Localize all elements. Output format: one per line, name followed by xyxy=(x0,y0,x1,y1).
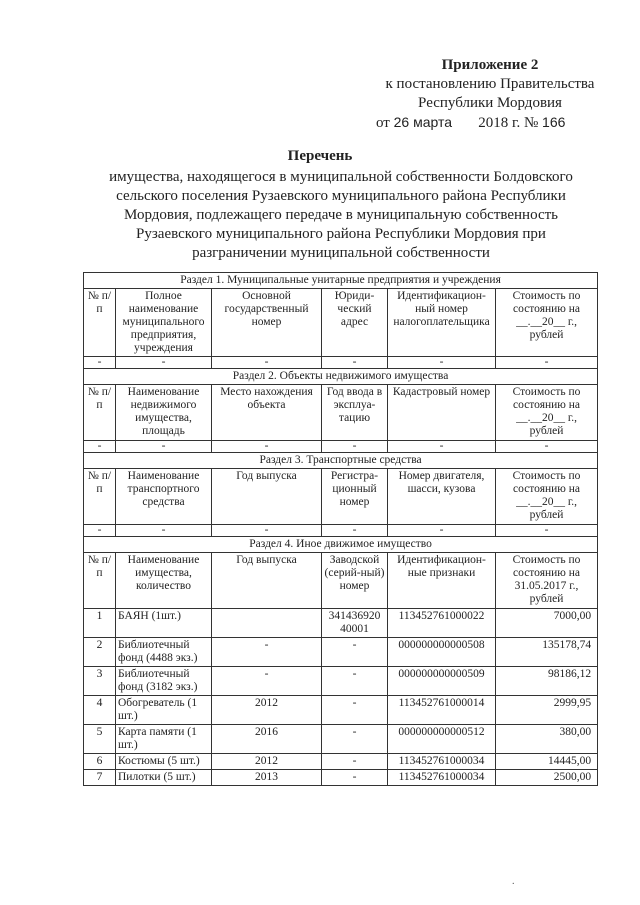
table-cell: 341436920 40001 xyxy=(322,609,388,638)
header-cell: Идентификацион-ный номер налогоплательщика xyxy=(388,289,496,357)
table-cell: 135178,74 xyxy=(496,638,598,667)
table-cell: 000000000000509 xyxy=(388,667,496,696)
date-day-month: 26 марта xyxy=(393,114,453,130)
table-cell: - xyxy=(322,667,388,696)
table-cell: БАЯН (1шт.) xyxy=(116,609,212,638)
table-cell: Библиотечный фонд (4488 экз.) xyxy=(116,638,212,667)
header-cell: Заводской (серий-ный) номер xyxy=(322,553,388,609)
section-2-title: Раздел 2. Объекты недвижимого имущества xyxy=(84,369,598,385)
table-cell: - xyxy=(212,441,322,453)
table-cell: 113452761000014 xyxy=(388,696,496,725)
header-cell: Стоимость по состоянию на 31.05.2017 г., рублей xyxy=(496,553,598,609)
table-cell: - xyxy=(212,667,322,696)
header-cell: № п/п xyxy=(84,385,116,441)
appendix-header xyxy=(360,56,620,133)
header-cell: Стоимость по состоянию на __.__20__ г., рублей xyxy=(496,289,598,357)
table-cell: 2012 xyxy=(212,696,322,725)
table-cell: Обогреватель (1 шт.) xyxy=(116,696,212,725)
resolution-line: к постановлению Правительства xyxy=(385,76,595,92)
header-cell: Год выпуска xyxy=(212,469,322,525)
section-2-header xyxy=(84,385,598,441)
table-cell: - xyxy=(84,525,116,537)
section-2-empty-row xyxy=(84,441,598,453)
table-row xyxy=(84,754,598,770)
table-cell: Карта памяти (1 шт.) xyxy=(116,725,212,754)
table-cell: - xyxy=(496,441,598,453)
table-cell: - xyxy=(322,638,388,667)
table-cell: 113452761000022 xyxy=(388,609,496,638)
header-cell: Год выпуска xyxy=(212,553,322,609)
table-cell: 6 xyxy=(84,754,116,770)
pen-mark: . xyxy=(512,876,515,887)
table-cell: 2999,95 xyxy=(496,696,598,725)
table-cell: 5 xyxy=(84,725,116,754)
header-cell: Юриди-ческий адрес xyxy=(322,289,388,357)
table-cell: - xyxy=(322,525,388,537)
table-cell: - xyxy=(322,725,388,754)
header-cell: Наименование имущества, количество xyxy=(116,553,212,609)
table-cell: 2500,00 xyxy=(496,770,598,786)
table-cell: - xyxy=(212,525,322,537)
date-year: 2018 г. № xyxy=(478,115,539,131)
header-cell: Наименование недвижимого имущества, площадь xyxy=(116,385,212,441)
table-cell: 7 xyxy=(84,770,116,786)
section-3-header xyxy=(84,469,598,525)
header-cell: Стоимость по состоянию на __.__20__ г., рублей xyxy=(496,469,598,525)
table-cell: Пилотки (5 шт.) xyxy=(116,770,212,786)
table-cell: - xyxy=(212,357,322,369)
table-cell: - xyxy=(116,441,212,453)
table-cell: - xyxy=(388,357,496,369)
table-cell: - xyxy=(322,357,388,369)
header-cell: Идентификацион-ные признаки xyxy=(388,553,496,609)
section-3-title: Раздел 3. Транспортные средства xyxy=(84,453,598,469)
table-row xyxy=(84,667,598,696)
table-cell: - xyxy=(496,525,598,537)
table-cell: - xyxy=(84,357,116,369)
list-title: Перечень xyxy=(287,148,353,164)
table-row xyxy=(84,609,598,638)
header-cell: Кадастровый номер xyxy=(388,385,496,441)
header-cell: Год ввода в эксплуа-тацию xyxy=(322,385,388,441)
header-cell: Наименование транспортного средства xyxy=(116,469,212,525)
table-cell: - xyxy=(212,638,322,667)
table-cell: - xyxy=(496,357,598,369)
table-cell: - xyxy=(322,441,388,453)
table-cell: 2 xyxy=(84,638,116,667)
header-cell: № п/п xyxy=(84,289,116,357)
table-cell: 3 xyxy=(84,667,116,696)
table-cell: 380,00 xyxy=(496,725,598,754)
section-1-header xyxy=(84,289,598,357)
table-cell: Костюмы (5 шт.) xyxy=(116,754,212,770)
table-cell: 000000000000508 xyxy=(388,638,496,667)
table-cell: 000000000000512 xyxy=(388,725,496,754)
table-cell: 2016 xyxy=(212,725,322,754)
table-cell: - xyxy=(116,525,212,537)
table-cell: 2012 xyxy=(212,754,322,770)
date-prefix: от xyxy=(376,115,390,131)
table-cell: 7000,00 xyxy=(496,609,598,638)
table-row xyxy=(84,638,598,667)
table-cell: 113452761000034 xyxy=(388,754,496,770)
table-cell: - xyxy=(322,754,388,770)
header-cell: № п/п xyxy=(84,553,116,609)
table-row xyxy=(84,770,598,786)
list-subtitle: имущества, находящегося в муниципальной собственности Болдовского сельского поселения Рузаевского муниципального района Республики Мордовия, подлежащего передаче в муниципальную собственность Рузаевского муниципального района Республики Мордовия при разграничении муниципальной собственности xyxy=(109,169,573,261)
table-cell: 4 xyxy=(84,696,116,725)
header-cell: № п/п xyxy=(84,469,116,525)
republic-line: Республики Мордовия xyxy=(418,95,562,111)
header-cell: Стоимость по состоянию на __.__20__ г., рублей xyxy=(496,385,598,441)
table-row xyxy=(84,725,598,754)
table-cell: 2013 xyxy=(212,770,322,786)
table-cell: 98186,12 xyxy=(496,667,598,696)
section-1-title: Раздел 1. Муниципальные унитарные предприятия и учреждения xyxy=(84,273,598,289)
table-cell: - xyxy=(322,770,388,786)
section-1-empty-row xyxy=(84,357,598,369)
header-cell: Регистра-ционный номер xyxy=(322,469,388,525)
date-line xyxy=(360,113,620,133)
table-cell: - xyxy=(388,441,496,453)
table-cell: 14445,00 xyxy=(496,754,598,770)
header-cell: Место нахождения объекта xyxy=(212,385,322,441)
table-cell: 113452761000034 xyxy=(388,770,496,786)
section-4-title: Раздел 4. Иное движимое имущество xyxy=(84,537,598,553)
property-table xyxy=(83,272,598,786)
table-cell: - xyxy=(322,696,388,725)
table-cell: Библиотечный фонд (3182 экз.) xyxy=(116,667,212,696)
section-4-header xyxy=(84,553,598,609)
header-cell: Полное наименование муниципального предприятия, учреждения xyxy=(116,289,212,357)
resolution-number: 166 xyxy=(542,114,566,130)
table-cell: - xyxy=(84,441,116,453)
appendix-title: Приложение 2 xyxy=(441,57,539,73)
header-cell: Номер двигателя, шасси, кузова xyxy=(388,469,496,525)
table-cell xyxy=(212,609,322,638)
table-cell: - xyxy=(116,357,212,369)
table-row xyxy=(84,696,598,725)
header-cell: Основной государственный номер xyxy=(212,289,322,357)
table-cell: 1 xyxy=(84,609,116,638)
table-cell: - xyxy=(388,525,496,537)
section-3-empty-row xyxy=(84,525,598,537)
